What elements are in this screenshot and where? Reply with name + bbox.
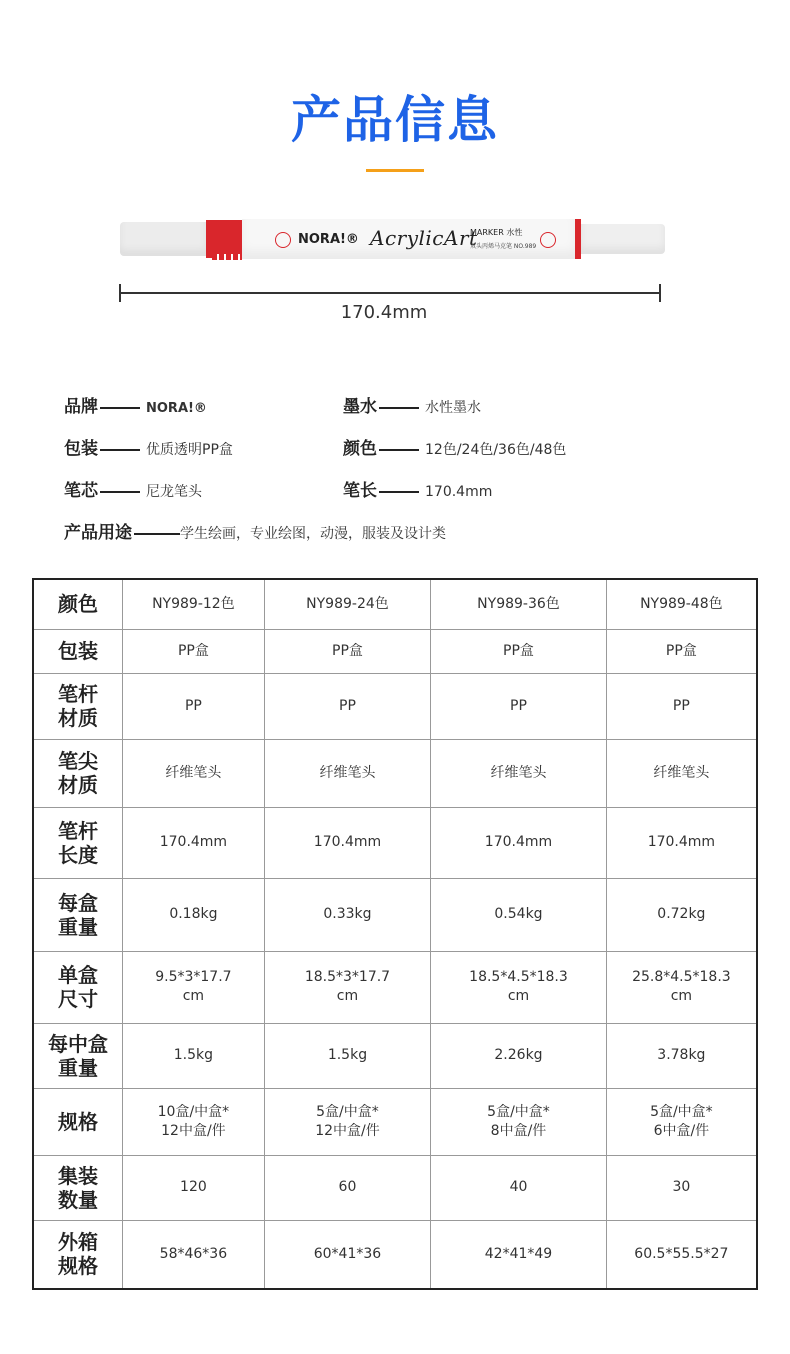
table-cell: 纤维笔头: [123, 739, 265, 807]
table-cell: PP盒: [264, 629, 431, 673]
table-cell: 170.4mm: [606, 807, 757, 878]
table-row: [33, 739, 757, 807]
row-header: 包装: [33, 629, 123, 673]
marker-label: MARKER 水性: [470, 228, 523, 237]
spec-ink: [343, 392, 481, 417]
spec-value: 12色/24色/36色/48色: [425, 442, 567, 458]
spec-value: NORA!®: [146, 401, 207, 416]
table-cell: NY989-48色: [606, 579, 757, 629]
marker-grip-edge: [212, 254, 242, 260]
marker-red-grip: [206, 220, 242, 258]
table-cell: 纤维笔头: [606, 739, 757, 807]
marker-cap-right: [581, 224, 665, 254]
marker-illustration: [120, 218, 665, 262]
table-cell: 60: [264, 1155, 431, 1220]
spec-brand: [64, 392, 207, 417]
marker-sublabel: 双头丙烯马克笔 NO.989: [470, 243, 537, 250]
spec-value: 学生绘画，专业绘图，动漫，服装及设计类: [180, 526, 446, 542]
row-header: 颜色: [33, 579, 123, 629]
table-cell: 18.5*3*17.7 cm: [264, 951, 431, 1023]
spec-key: 品牌: [64, 397, 98, 417]
table-cell: 170.4mm: [431, 807, 607, 878]
table-cell: 18.5*4.5*18.3 cm: [431, 951, 607, 1023]
table-row: [33, 1155, 757, 1220]
table-row: [33, 579, 757, 629]
spec-table: [32, 578, 758, 1290]
spec-key: 产品用途: [64, 523, 132, 543]
row-header: 每中盒 重量: [33, 1023, 123, 1088]
table-cell: NY989-12色: [123, 579, 265, 629]
row-header: 规格: [33, 1088, 123, 1155]
spec-key: 笔芯: [64, 481, 98, 501]
spec-key: 颜色: [343, 439, 377, 459]
marker-cap-left: [120, 222, 206, 256]
row-header: 笔杆 长度: [33, 807, 123, 878]
table-row: [33, 951, 757, 1023]
title-underline: [366, 169, 424, 172]
table-cell: 60*41*36: [264, 1220, 431, 1289]
table-cell: 42*41*49: [431, 1220, 607, 1289]
table-cell: 1.5kg: [123, 1023, 265, 1088]
table-cell: PP盒: [606, 629, 757, 673]
marker-series: AcrylicArt: [370, 226, 478, 250]
table-row: [33, 1220, 757, 1289]
table-cell: 10盒/中盒* 12中盒/件: [123, 1088, 265, 1155]
table-cell: PP: [606, 673, 757, 739]
spec-value: 尼龙笔头: [146, 484, 202, 500]
nib-icon: [540, 232, 556, 248]
spec-color: [343, 434, 566, 459]
table-row: [33, 1088, 757, 1155]
table-cell: NY989-24色: [264, 579, 431, 629]
table-row: [33, 807, 757, 878]
spec-value: 170.4mm: [425, 484, 493, 500]
spec-pack: [64, 434, 233, 459]
table-row: [33, 878, 757, 951]
table-row: [33, 629, 757, 673]
table-cell: PP: [431, 673, 607, 739]
table-cell: 9.5*3*17.7 cm: [123, 951, 265, 1023]
table-cell: 120: [123, 1155, 265, 1220]
table-cell: 0.72kg: [606, 878, 757, 951]
spec-usage: [64, 518, 446, 543]
row-header: 笔尖 材质: [33, 739, 123, 807]
table-cell: 0.33kg: [264, 878, 431, 951]
spec-tip: [64, 476, 202, 501]
table-cell: 3.78kg: [606, 1023, 757, 1088]
page-title: 产品信息: [291, 91, 499, 149]
spec-length: [343, 476, 492, 501]
table-cell: PP盒: [123, 629, 265, 673]
table-cell: PP: [264, 673, 431, 739]
dimension-line: [120, 292, 660, 294]
length-label: 170.4mm: [340, 302, 428, 323]
row-header: 集装 数量: [33, 1155, 123, 1220]
table-cell: 40: [431, 1155, 607, 1220]
row-header: 外箱 规格: [33, 1220, 123, 1289]
table-row: [33, 1023, 757, 1088]
table-cell: NY989-36色: [431, 579, 607, 629]
row-header: 单盒 尺寸: [33, 951, 123, 1023]
spec-value: 水性墨水: [425, 400, 481, 416]
spec-key: 笔长: [343, 481, 377, 501]
dimension-tick-right: [659, 284, 661, 302]
row-header: 每盒 重量: [33, 878, 123, 951]
table-cell: 1.5kg: [264, 1023, 431, 1088]
row-header: 笔杆 材质: [33, 673, 123, 739]
spec-value: 优质透明PP盒: [146, 442, 233, 458]
table-cell: PP: [123, 673, 265, 739]
marker-brand: NORA!®: [298, 232, 359, 247]
table-cell: 2.26kg: [431, 1023, 607, 1088]
table-cell: PP盒: [431, 629, 607, 673]
table-cell: 170.4mm: [264, 807, 431, 878]
spec-key: 墨水: [343, 397, 377, 417]
table-cell: 30: [606, 1155, 757, 1220]
nib-icon: [275, 232, 291, 248]
table-cell: 0.54kg: [431, 878, 607, 951]
table-cell: 5盒/中盒* 12中盒/件: [264, 1088, 431, 1155]
table-cell: 纤维笔头: [264, 739, 431, 807]
table-cell: 58*46*36: [123, 1220, 265, 1289]
table-cell: 170.4mm: [123, 807, 265, 878]
spec-key: 包装: [64, 439, 98, 459]
table-row: [33, 673, 757, 739]
table-cell: 25.8*4.5*18.3 cm: [606, 951, 757, 1023]
table-cell: 纤维笔头: [431, 739, 607, 807]
table-cell: 5盒/中盒* 6中盒/件: [606, 1088, 757, 1155]
table-cell: 0.18kg: [123, 878, 265, 951]
table-cell: 5盒/中盒* 8中盒/件: [431, 1088, 607, 1155]
table-cell: 60.5*55.5*27: [606, 1220, 757, 1289]
